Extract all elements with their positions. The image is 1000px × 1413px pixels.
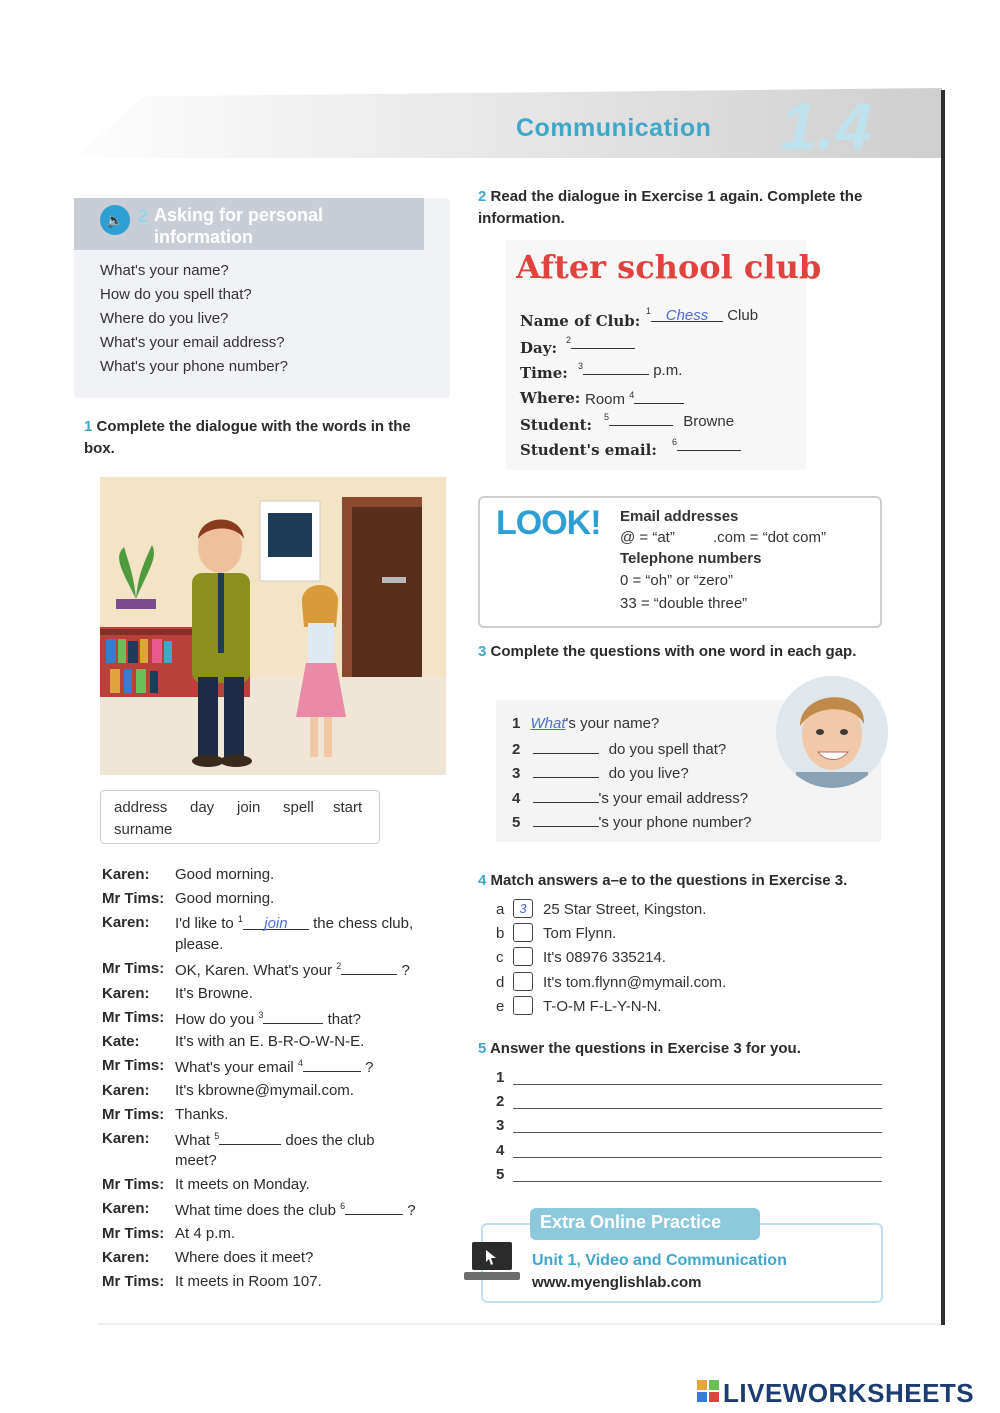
ex3-gap-input[interactable]: What xyxy=(530,715,566,732)
ex5-answer-line[interactable] xyxy=(513,1108,882,1109)
dialogue-line: It's kbrowne@mymail.com. xyxy=(175,1082,354,1099)
ex1-number: 1 xyxy=(84,418,93,435)
speaker: Mr Tims: xyxy=(102,960,165,977)
item-number: 3 xyxy=(512,765,521,782)
line-text: What time does the club xyxy=(175,1202,341,1219)
item-number: 4 xyxy=(512,790,521,807)
gap-input[interactable] xyxy=(263,1009,323,1024)
look-phone-33: 33 = “double three” xyxy=(620,595,748,612)
gap-input[interactable] xyxy=(303,1057,361,1072)
speaker: Kate: xyxy=(102,1033,140,1050)
ex4-instruction-text: Match answers a–e to the questions in Exercise 3. xyxy=(490,872,848,889)
ex3-item xyxy=(512,788,748,807)
phrase-item: How do you spell that? xyxy=(100,286,252,303)
phrase-item: Where do you live? xyxy=(100,310,229,327)
liveworksheets-logo-text: LIVEWORKSHEETS xyxy=(723,1378,975,1408)
ex4-answer-text: It's 08976 335214. xyxy=(543,949,666,966)
ex4-answer-text: It's tom.flynn@mymail.com. xyxy=(543,974,727,991)
line-text: I'd like to xyxy=(175,915,238,932)
speaker: Karen: xyxy=(102,1130,150,1147)
ex5-line-number: 5 xyxy=(496,1166,505,1183)
dialogue-line: It meets on Monday. xyxy=(175,1176,310,1193)
line-text: ? xyxy=(403,1202,416,1219)
line-text: ? xyxy=(360,1059,374,1076)
word-item: surname xyxy=(114,821,173,838)
speaker: Mr Tims: xyxy=(102,1273,165,1290)
ex4-answer-box[interactable] xyxy=(513,972,533,991)
field-number: 3 xyxy=(578,361,584,371)
club-email-field xyxy=(672,436,741,455)
field-number: 5 xyxy=(604,412,610,422)
gap-input[interactable] xyxy=(341,960,397,975)
ex4-letter: b xyxy=(496,925,505,942)
ex4-letter: d xyxy=(496,974,505,991)
ex5-line-number: 3 xyxy=(496,1117,505,1134)
ex3-gap-input[interactable] xyxy=(533,788,599,803)
phrase-item: What's your phone number? xyxy=(100,358,288,375)
phrase-item: What's your name? xyxy=(100,262,229,279)
word-item: join xyxy=(237,799,261,816)
speaker: Mr Tims: xyxy=(102,1225,165,1242)
extra-practice-title: Extra Online Practice xyxy=(540,1212,722,1232)
ex1-instruction-text: Complete the dialogue with the words in the box. xyxy=(84,418,411,457)
ex5-line-number: 4 xyxy=(496,1142,505,1159)
look-email-dot: .com = “dot com” xyxy=(713,529,826,546)
liveworksheets-logo-icon xyxy=(697,1380,719,1402)
ex4-letter: e xyxy=(496,998,505,1015)
gap-input[interactable]: join xyxy=(243,915,309,930)
dialogue-line xyxy=(175,914,413,932)
club-time-label: Time: xyxy=(520,364,568,382)
field-number: 2 xyxy=(566,335,572,345)
gap-input[interactable] xyxy=(345,1200,403,1215)
ex3-instruction-text: Complete the questions with one word in each gap. xyxy=(490,643,857,660)
ex4-instruction xyxy=(478,870,888,892)
club-where-prefix: Room xyxy=(585,391,626,408)
ex4-answer-text: Tom Flynn. xyxy=(543,925,617,942)
line-text: does the club xyxy=(281,1132,375,1149)
speaker: Mr Tims: xyxy=(102,1009,165,1026)
item-number: 2 xyxy=(512,741,521,758)
club-email-input[interactable] xyxy=(677,436,741,451)
word-item: address xyxy=(114,799,168,816)
ex2-instruction-text: Read the dialogue in Exercise 1 again. Complete the information. xyxy=(478,188,863,227)
dialogue-line xyxy=(175,1200,416,1219)
ex2-number: 2 xyxy=(478,188,487,205)
ex5-number: 5 xyxy=(478,1040,487,1057)
ex5-line-number: 2 xyxy=(496,1093,505,1110)
ex5-answer-line[interactable] xyxy=(513,1181,882,1182)
ex4-answer-box[interactable] xyxy=(513,923,533,942)
club-day-input[interactable] xyxy=(571,334,635,349)
item-text: 's your email address? xyxy=(598,790,749,807)
ex4-letter: c xyxy=(496,949,504,966)
ex3-item xyxy=(512,739,726,758)
gap-number: 5 xyxy=(214,1131,220,1141)
classroom-illustration xyxy=(100,477,446,775)
ex3-gap-input[interactable] xyxy=(533,739,599,754)
word-box xyxy=(100,790,380,844)
club-name-input[interactable]: Chess xyxy=(651,307,723,322)
look-email-at: @ = “at” xyxy=(620,529,675,546)
club-student-label: Student: xyxy=(520,416,593,434)
speaker: Karen: xyxy=(102,866,150,883)
ex5-instruction xyxy=(478,1038,888,1060)
look-phone-heading: Telephone numbers xyxy=(620,550,762,567)
page-bottom-rule xyxy=(98,1323,940,1325)
phrases-number: 2 xyxy=(138,206,149,226)
item-number: 1 xyxy=(512,715,521,732)
dialogue-line xyxy=(175,1130,375,1149)
speaker: Karen: xyxy=(102,914,150,931)
look-heading: LOOK! xyxy=(496,504,601,542)
boy-photo xyxy=(776,676,888,788)
dialogue-line: Thanks. xyxy=(175,1106,229,1123)
field-number: 4 xyxy=(629,390,635,400)
dialogue-line xyxy=(175,1009,361,1028)
word-item: start xyxy=(333,799,363,816)
gap-number: 2 xyxy=(336,961,342,971)
ex3-instruction xyxy=(478,641,878,663)
ex5-answer-line[interactable] xyxy=(513,1157,882,1158)
ex4-answer-text: 25 Star Street, Kingston. xyxy=(543,901,707,918)
dialogue-line: At 4 p.m. xyxy=(175,1225,236,1242)
extra-practice-link[interactable]: www.myenglishlab.com xyxy=(532,1274,702,1291)
ex2-instruction xyxy=(478,186,878,230)
ex3-item xyxy=(512,812,751,831)
item-number: 5 xyxy=(512,814,521,831)
dialogue-line: Good morning. xyxy=(175,890,275,907)
club-card-title: After school club xyxy=(516,248,822,286)
ex4-number: 4 xyxy=(478,872,487,889)
speaker: Karen: xyxy=(102,1249,150,1266)
dialogue-line: It's Browne. xyxy=(175,985,253,1002)
gap-input[interactable] xyxy=(219,1130,281,1145)
dialogue-line xyxy=(175,960,410,979)
item-text: do you live? xyxy=(608,765,689,782)
line-text: that? xyxy=(323,1011,361,1028)
ex5-instruction-text: Answer the questions in Exercise 3 for you. xyxy=(489,1040,801,1057)
club-time-input[interactable] xyxy=(583,360,649,375)
gap-number: 4 xyxy=(297,1058,303,1068)
look-email-heading: Email addresses xyxy=(620,508,739,525)
club-student-suffix: Browne xyxy=(683,413,735,430)
ex4-letter: a xyxy=(496,901,505,918)
dialogue-line-cont: please. xyxy=(175,936,224,953)
ex3-item xyxy=(512,715,659,732)
club-time-field xyxy=(578,360,682,379)
line-text: What's your email xyxy=(175,1059,298,1076)
club-email-label: Student's email: xyxy=(520,441,657,459)
dialogue-line: It meets in Room 107. xyxy=(175,1273,322,1290)
ex3-gap-input[interactable] xyxy=(533,812,599,827)
dialogue-line xyxy=(175,1057,373,1076)
ex3-item xyxy=(512,763,689,782)
page-edge-rule xyxy=(941,90,945,1325)
club-student-input[interactable] xyxy=(609,411,673,426)
club-day-field xyxy=(566,334,635,353)
video-laptop-icon xyxy=(464,1240,520,1291)
gap-number: 6 xyxy=(340,1201,346,1211)
speaker: Karen: xyxy=(102,985,150,1002)
speaker: Mr Tims: xyxy=(102,890,165,907)
section-title: Communication xyxy=(516,114,712,142)
phrases-title: Asking for personal information xyxy=(154,205,324,247)
gap-number: 1 xyxy=(237,914,243,924)
field-number: 6 xyxy=(672,437,678,447)
speaker: Mr Tims: xyxy=(102,1057,165,1074)
line-text: How do you xyxy=(175,1011,259,1028)
dialogue-line-cont: meet? xyxy=(175,1152,217,1169)
speaker: Mr Tims: xyxy=(102,1176,165,1193)
club-student-field xyxy=(604,411,734,430)
ex3-gap-input[interactable] xyxy=(533,763,599,778)
field-number: 1 xyxy=(646,306,652,316)
club-where-label: Where: xyxy=(520,389,581,407)
look-phone-zero: 0 = “oh” or “zero” xyxy=(620,572,733,589)
ex1-instruction xyxy=(84,416,424,460)
club-where-input[interactable] xyxy=(634,389,684,404)
speaker: Karen: xyxy=(102,1200,150,1217)
club-name-field xyxy=(646,306,758,324)
line-text: the chess club, xyxy=(308,915,414,932)
line-text: ? xyxy=(397,962,410,979)
line-text: What xyxy=(175,1132,215,1149)
gap-number: 3 xyxy=(258,1010,264,1020)
item-text: 's your phone number? xyxy=(598,814,752,831)
word-item: spell xyxy=(283,799,314,816)
dialogue-line: Good morning. xyxy=(175,866,275,883)
club-day-label: Day: xyxy=(520,339,557,357)
item-text: 's your name? xyxy=(565,715,660,732)
dialogue-line: Where does it meet? xyxy=(175,1249,314,1266)
speaker: Karen: xyxy=(102,1082,150,1099)
ex4-answer-box[interactable] xyxy=(513,996,533,1015)
club-name-suffix: Club xyxy=(727,307,759,324)
line-text: OK, Karen. What's your xyxy=(175,962,337,979)
club-time-suffix: p.m. xyxy=(653,362,683,379)
phrase-item: What's your email address? xyxy=(100,334,285,351)
ex5-answer-line[interactable] xyxy=(513,1132,882,1133)
ex4-answer-text: T-O-M F-L-Y-N-N. xyxy=(543,998,662,1015)
ex3-number: 3 xyxy=(478,643,487,660)
word-item: day xyxy=(190,799,215,816)
speaker: Mr Tims: xyxy=(102,1106,165,1123)
club-name-label: Name of Club: xyxy=(520,312,641,330)
unit-number: 1.4 xyxy=(780,89,872,163)
dialogue-line: It's with an E. B-R-O-W-N-E. xyxy=(175,1033,365,1050)
ex5-line-number: 1 xyxy=(496,1069,505,1086)
club-where-field xyxy=(585,389,684,408)
ex4-answer-box[interactable]: 3 xyxy=(513,899,533,918)
ex4-answer-box[interactable] xyxy=(513,947,533,966)
audio-speaker-icon[interactable]: 🔈 xyxy=(100,205,130,235)
extra-practice-unit: Unit 1, Video and Communication xyxy=(532,1252,787,1269)
item-text: do you spell that? xyxy=(608,741,727,758)
ex5-answer-line[interactable] xyxy=(513,1084,882,1085)
